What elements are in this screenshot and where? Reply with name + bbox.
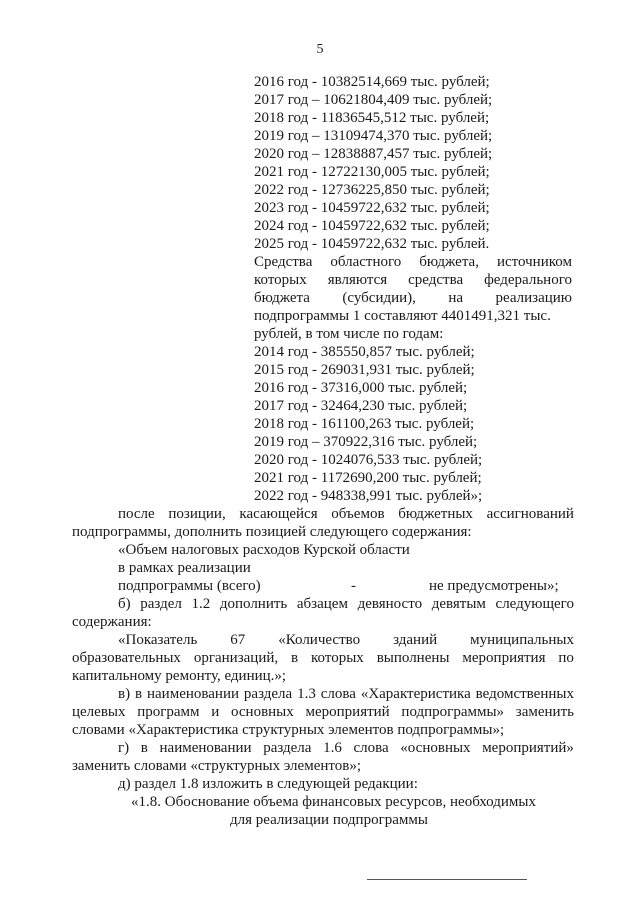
federal-funds-line: подпрограммы 1 составляют 4401491,321 тыс. xyxy=(254,308,551,324)
word: слова xyxy=(320,686,356,702)
word: зданий xyxy=(393,632,438,648)
item-g-line: заменить словами «структурных элементов»; xyxy=(72,758,361,774)
funding-year-line: 2016 год - 10382514,669 тыс. рублей; xyxy=(254,74,490,90)
section-title: для реализации подпрограммы xyxy=(230,812,428,828)
item-b-line xyxy=(118,595,574,613)
word: касающейся xyxy=(239,506,318,522)
word: наименовании xyxy=(159,740,252,756)
word: слова xyxy=(353,740,389,756)
word: раздел xyxy=(140,596,182,612)
word: областного xyxy=(330,254,402,270)
federal-funds-line xyxy=(254,271,572,289)
word: организаций, xyxy=(193,650,279,666)
word: выполнены xyxy=(376,650,450,666)
word: 1.2 xyxy=(191,596,211,612)
federal-year-line: 2014 год - 385550,857 тыс. рублей; xyxy=(254,344,475,360)
word: «Количество xyxy=(278,632,361,648)
word: следующего xyxy=(495,596,574,612)
word: 1.6 xyxy=(323,740,342,756)
word: целевых xyxy=(72,704,126,720)
word: б) xyxy=(118,596,131,612)
word: после xyxy=(118,506,155,522)
word: абзацем xyxy=(296,596,348,612)
word: Средства xyxy=(254,254,313,270)
indicator-line xyxy=(118,631,574,649)
word: и xyxy=(211,704,220,720)
word: в xyxy=(140,740,148,756)
section-title: «1.8. Обоснование объема финансовых ресурсов, необходимых xyxy=(131,794,536,810)
word: «Показатель xyxy=(118,632,198,648)
word: позиции, xyxy=(168,506,226,522)
funding-year-line: 2019 год – 13109474,370 тыс. рублей; xyxy=(254,128,493,144)
word: ассигнований xyxy=(486,506,574,522)
word: являются xyxy=(327,272,388,288)
federal-year-line: 2015 год - 269031,931 тыс. рублей; xyxy=(254,362,475,378)
word: 67 xyxy=(230,632,246,648)
word: средства xyxy=(408,272,464,288)
federal-funds-line xyxy=(254,253,572,271)
word: мероприятия xyxy=(462,650,546,666)
item-v-line xyxy=(118,685,574,703)
word: раздела xyxy=(263,740,312,756)
word: основных xyxy=(231,704,294,720)
word: реализацию xyxy=(495,290,572,306)
indicator-line: капитальному ремонту, единиц.»; xyxy=(72,668,287,684)
federal-year-line: 2020 год - 1024076,533 тыс. рублей; xyxy=(254,452,483,468)
federal-year-line: 2019 год – 370922,316 тыс. рублей; xyxy=(254,434,478,450)
word: дополнить xyxy=(219,596,288,612)
word: федерального xyxy=(484,272,572,288)
word: наименовании xyxy=(146,686,239,702)
federal-funds-line xyxy=(254,289,572,307)
item-v-line xyxy=(72,703,574,721)
word: заменить xyxy=(515,704,574,720)
item-g-line xyxy=(118,739,574,757)
tax-block-dash: - xyxy=(351,578,356,594)
funding-year-line: 2024 год - 10459722,632 тыс. рублей; xyxy=(254,218,490,234)
word: источником xyxy=(496,254,572,270)
bottom-divider xyxy=(367,879,527,880)
funding-year-line: 2017 год – 10621804,409 тыс. рублей; xyxy=(254,92,493,108)
word: бюджета xyxy=(254,290,310,306)
word: бюджета, xyxy=(419,254,479,270)
word: которых xyxy=(311,650,364,666)
word: в xyxy=(134,686,143,702)
word: раздела xyxy=(243,686,293,702)
word: мероприятий xyxy=(305,704,390,720)
word: муниципальных xyxy=(470,632,574,648)
funding-year-line: 2023 год - 10459722,632 тыс. рублей; xyxy=(254,200,490,216)
funding-year-line: 2020 год – 12838887,457 тыс. рублей; xyxy=(254,146,493,162)
after-position-line: подпрограммы, дополнить позицией следующего содержания: xyxy=(72,524,472,540)
item-v-line: словами «Характеристика структурных элементов подпрограммы»; xyxy=(72,722,505,738)
word: ведомственных xyxy=(475,686,574,702)
word: в xyxy=(291,650,299,666)
word: по xyxy=(558,650,574,666)
tax-block-label: подпрограммы (всего) xyxy=(118,578,261,594)
federal-year-line: 2016 год - 37316,000 тыс. рублей; xyxy=(254,380,468,396)
funding-year-line: 2022 год - 12736225,850 тыс. рублей; xyxy=(254,182,490,198)
funding-year-line: 2018 год - 11836545,512 тыс. рублей; xyxy=(254,110,490,126)
word: подпрограммы» xyxy=(401,704,505,720)
tax-block-value: не предусмотрены»; xyxy=(429,578,559,594)
tax-block-line: «Объем налоговых расходов Курской области xyxy=(118,542,410,558)
word: г) xyxy=(118,740,130,756)
federal-year-line: 2017 год - 32464,230 тыс. рублей; xyxy=(254,398,468,414)
item-b-line: содержания: xyxy=(72,614,152,630)
word: (субсидии), xyxy=(342,290,416,306)
word: программ xyxy=(137,704,200,720)
word: 1.3 xyxy=(297,686,316,702)
word: в) xyxy=(118,686,131,702)
after-position-line xyxy=(118,505,574,523)
federal-funds-line: рублей, в том числе по годам: xyxy=(254,326,444,342)
federal-year-line: 2018 год - 161100,263 тыс. рублей; xyxy=(254,416,475,432)
word: на xyxy=(448,290,464,306)
funding-year-line: 2025 год - 10459722,632 тыс. рублей. xyxy=(254,236,490,252)
word: мероприятий» xyxy=(482,740,574,756)
word: объемов xyxy=(331,506,385,522)
word: девятым xyxy=(431,596,486,612)
word: которых xyxy=(254,272,307,288)
federal-year-line: 2021 год - 1172690,200 тыс. рублей; xyxy=(254,470,482,486)
word: образовательных xyxy=(72,650,181,666)
funding-year-line: 2021 год - 12722130,005 тыс. рублей; xyxy=(254,164,490,180)
page-number: 5 xyxy=(316,42,324,57)
word: девяносто xyxy=(357,596,423,612)
word: «Характеристика xyxy=(360,686,471,702)
item-d-line: д) раздел 1.8 изложить в следующей редакции: xyxy=(118,776,418,792)
word: бюджетных xyxy=(398,506,473,522)
word: «основных xyxy=(400,740,471,756)
tax-block-line: в рамках реализации xyxy=(118,560,251,576)
indicator-line xyxy=(72,649,574,667)
federal-year-line: 2022 год - 948338,991 тыс. рублей»; xyxy=(254,488,483,504)
